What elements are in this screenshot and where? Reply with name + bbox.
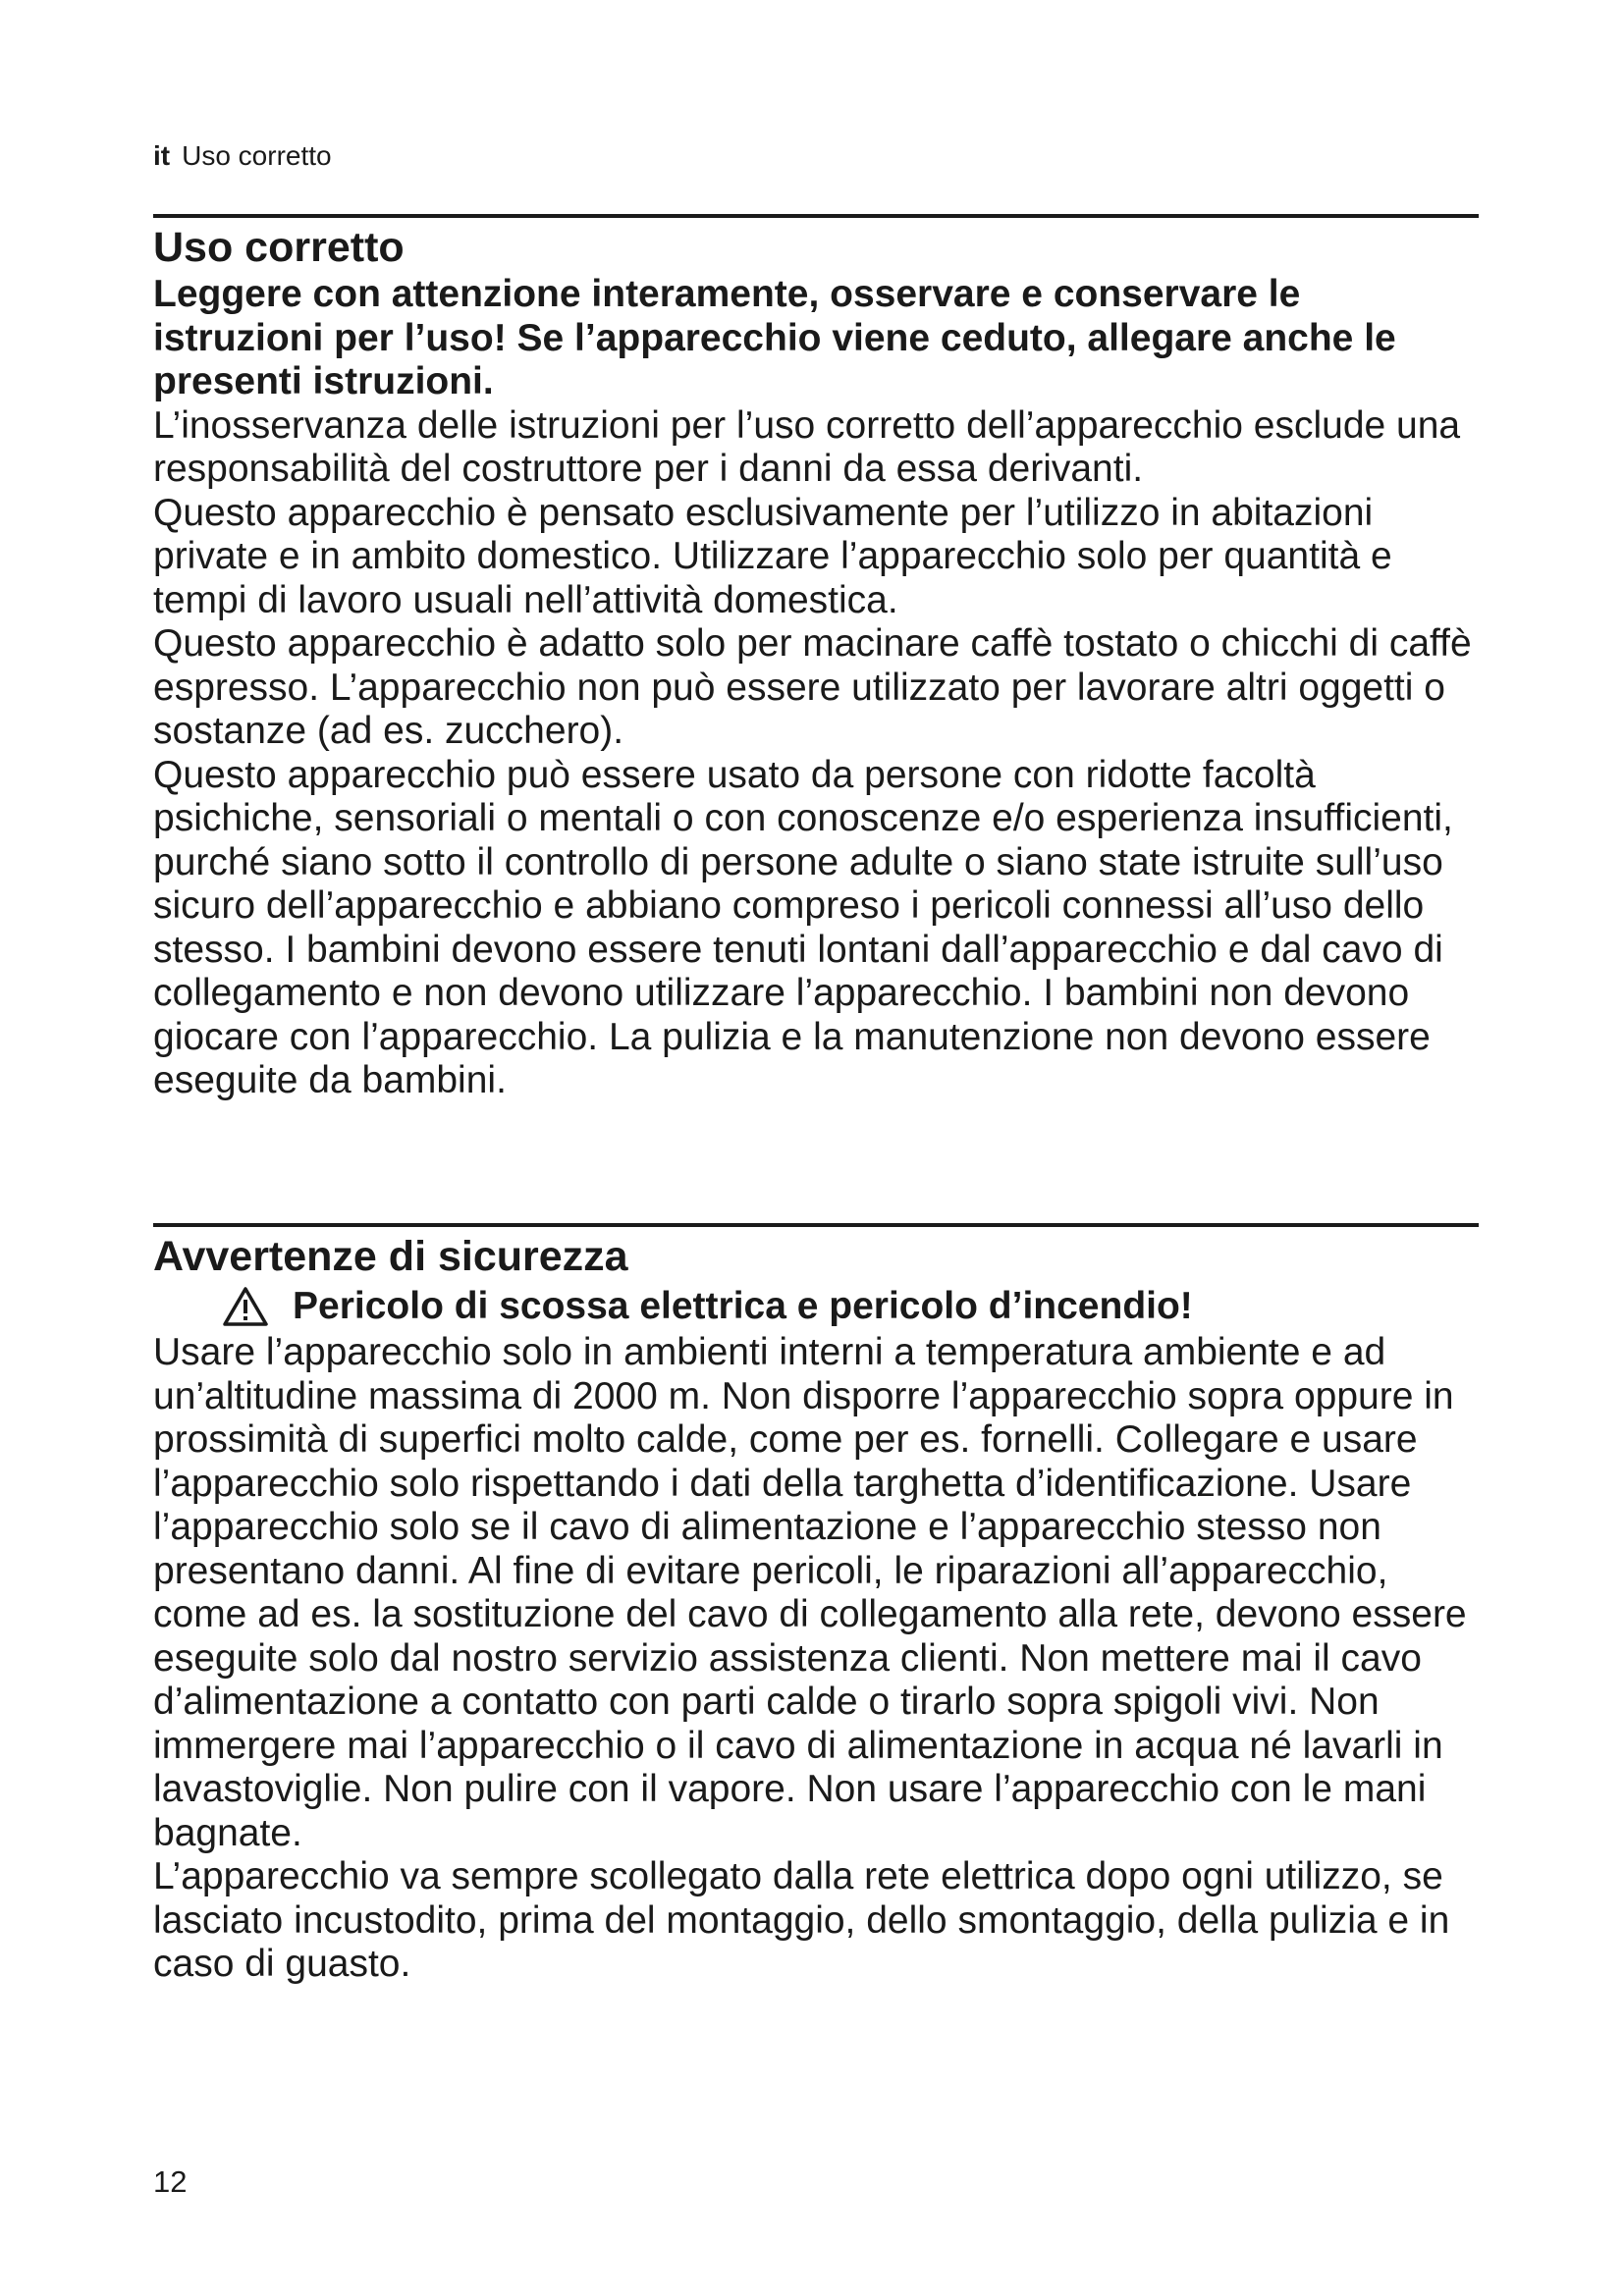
page-number: 12 [153, 2164, 188, 2199]
warning-heading [153, 1282, 1479, 1331]
body-paragraph: Usare l’apparecchio solo in ambienti interni a temperatura ambiente e ad un’altitudine massima di 2000 m. Non disporre l’apparecchio sopra oppure in prossimità di superfici molto calde, come per es. fornelli. Collegare e usare l’apparecchio solo rispettando i dati della targhetta d’identificazione. Usare l’apparecchio solo se il cavo di alimentazione e l’apparecchio stesso non presentano danni. Al fine di evitare pericoli, le riparazioni all’apparecchio, come ad es. la sostituzione del cavo di collegamento alla rete, devono essere eseguite solo dal nostro servizio assistenza clienti. Non mettere mai il cavo d’alimentazione a contatto con parti calde o tirarlo sopra spigoli vivi. Non immergere mai l’apparecchio o il cavo di alimentazione in acqua né lavarli in lavastoviglie. Non pulire con il vapore. Non usare l’apparecchio con le mani bagnate. [153, 1331, 1467, 1854]
body-paragraph: L’inosservanza delle istruzioni per l’uso corretto dell’apparecchio esclude una responsabilità del costruttore per i danni da essa derivanti. [153, 403, 1461, 490]
body-paragraph: Questo apparecchio è adatto solo per macinare caffè tostato o chicchi di caffè espresso. L’apparecchio non può essere utilizzato per lavorare altri oggetti o sostanze (ad es. zucchero). [153, 622, 1472, 752]
body-paragraph: Questo apparecchio è pensato esclusivamente per l’utilizzo in abitazioni private e in ambito domestico. Utilizzare l’apparecchio solo per quantità e tempi di lavoro usuali nell’attività domestica. [153, 491, 1392, 621]
section-title: Avvertenze di sicurezza [153, 1233, 628, 1280]
lead-paragraph: Leggere con attenzione interamente, osservare e conservare le istruzioni per l’uso! Se l’apparecchio viene ceduto, allegare anche le presenti istruzioni. [153, 273, 1396, 402]
manual-page [153, 0, 1479, 2296]
section-title: Uso corretto [153, 224, 405, 271]
section-safety-warnings [153, 1231, 1479, 1987]
section-divider [153, 214, 1479, 218]
body-paragraph: Questo apparecchio può essere usato da persone con ridotte facoltà psichiche, sensoriali o mentali o con conoscenze e/o esperienza insufficienti, purché siano sotto il controllo di persone adulte o siano state istruite sull’uso sicuro dell’apparecchio e abbiano compreso i pericoli connessi all’uso dello stesso. I bambini devono essere tenuti lontani dall’apparecchio e dal cavo di collegamento e non devono utilizzare l’apparecchio. I bambini non devono giocare con l’apparecchio. La pulizia e la manutenzione non devono essere eseguite da bambini. [153, 753, 1453, 1101]
running-head [153, 139, 332, 173]
section-divider [153, 1223, 1479, 1227]
warning-title: Pericolo di scossa elettrica e pericolo d’incendio! [293, 1285, 1193, 1327]
language-code: it [153, 140, 171, 171]
running-head-title: Uso corretto [182, 140, 332, 171]
section-intended-use [153, 222, 1479, 1103]
warning-triangle-icon [222, 1286, 269, 1327]
body-paragraph: L’apparecchio va sempre scollegato dalla rete elettrica dopo ogni utilizzo, se lasciato incustodito, prima del montaggio, dello smontaggio, della pulizia e in caso di guasto. [153, 1855, 1450, 1985]
